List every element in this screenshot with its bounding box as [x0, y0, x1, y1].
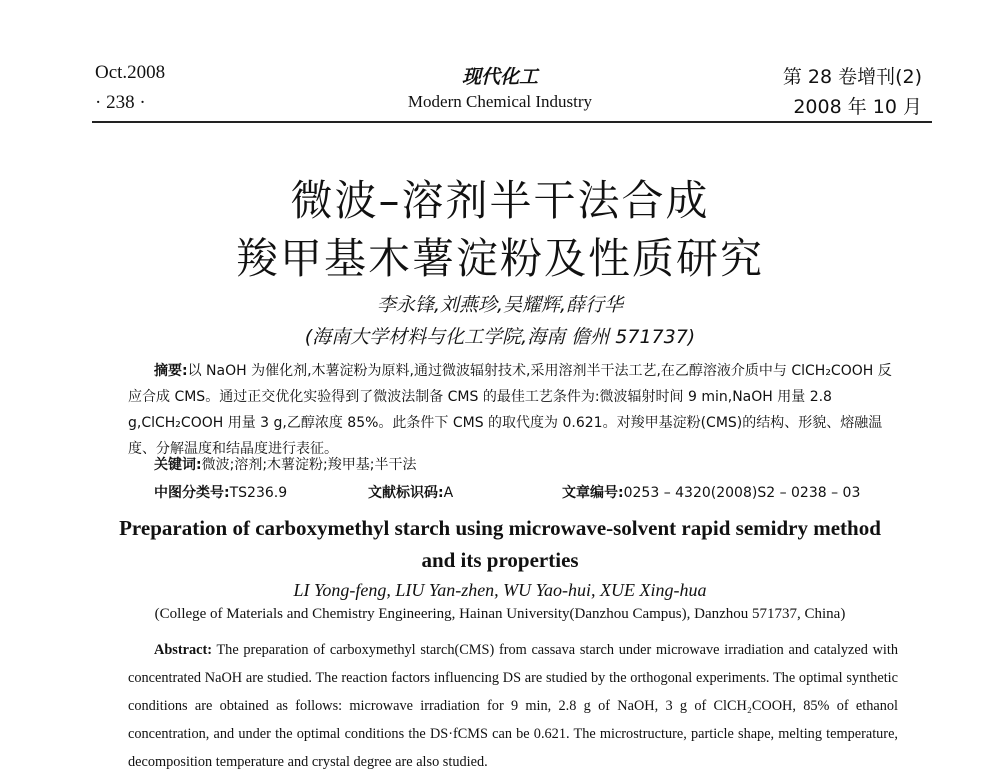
en-authors: LI Yong-feng, LIU Yan-zhen, WU Yao-hui, XUE Xing-hua: [293, 580, 707, 600]
cn-affiliation: (海南大学材料与化工学院,海南 儋州 571737): [304, 326, 696, 348]
cn-keywords-text: 微波;溶剂;木薯淀粉;羧甲基;半干法: [201, 457, 417, 473]
header-page-number: · 238 ·: [95, 92, 146, 113]
running-header: [0, 0, 1000, 125]
article-no-field: [562, 482, 860, 502]
doc-code-field: [368, 482, 453, 502]
journal-title-cn: 现代化工: [461, 66, 538, 88]
clc-field: [154, 482, 287, 502]
en-abstract: [128, 636, 898, 776]
cn-abstract-label: 摘要:: [154, 363, 188, 379]
en-abstract-text: The preparation of carboxymethyl starch(CMS) from cassava starch under microwave irradiation and catalyzed with concentrated NaOH are studied. The reaction factors influencing DS are studied by the orthogonal experiments. The optimal synthetic conditions are obtained as follows: microwave irradiation for 9 min, 2.8 g of NaOH, 3 g of ClCH₂COOH, 85% of ethanol concentration, and under the optimal conditions the DS·fCMS can be 0.621. The microstructure, particle shape, melting temperature, decomposition temperature and crystal degree are also studied.: [128, 642, 898, 770]
en-title-line1: Preparation of carboxymethyl starch using microwave-solvent rapid semidry method: [119, 516, 881, 540]
cn-keywords-label: 关键词:: [154, 457, 202, 473]
doc-code-label: 文献标识码:: [368, 485, 444, 501]
cn-keywords: [154, 454, 416, 474]
article-no-label: 文章编号:: [562, 485, 624, 501]
cn-abstract-text: 以 NaOH 为催化剂,木薯淀粉为原料,通过微波辐射技术,采用溶剂半干法工艺,在乙醇溶液介质中与 ClCH₂COOH 反应合成 CMS。通过正交优化实验得到了微波法制备 CMS 的最佳工艺条件为:微波辐射时间 9 min,NaOH 用量 2.8 g,ClCH₂COOH 用量 3 g,乙醇浓度 85%。此条件下 CMS 的取代度为 0.621。对羧甲基淀粉(CMS)的结构、形貌、熔融温度、分解温度和结晶度进行表征。: [128, 363, 892, 457]
clc-value: TS236.9: [229, 485, 288, 501]
cn-abstract: [128, 358, 894, 462]
en-title-line2: and its properties: [421, 548, 579, 572]
header-date: Oct.2008: [95, 62, 166, 83]
clc-label: 中图分类号:: [154, 485, 230, 501]
journal-title-en: Modern Chemical Industry: [407, 92, 593, 111]
header-rule: [92, 121, 932, 123]
en-abstract-label: Abstract:: [154, 642, 212, 658]
cn-authors: 李永锋,刘燕珍,吴耀辉,薛行华: [376, 294, 624, 316]
header-volume: 第 28 卷增刊(2): [782, 66, 922, 88]
cn-title-line2: 羧甲基木薯淀粉及性质研究: [235, 234, 764, 283]
en-affiliation: (College of Materials and Chemistry Engineering, Hainan University(Danzhou Campus), Danzhou 571737, China): [154, 606, 846, 622]
cn-title-line1: 微波–溶剂半干法合成: [290, 176, 710, 225]
header-issue-date: 2008 年 10 月: [793, 96, 922, 118]
article-no-value: 0253 – 4320(2008)S2 – 0238 – 03: [623, 485, 861, 501]
doc-code-value: A: [443, 485, 454, 501]
